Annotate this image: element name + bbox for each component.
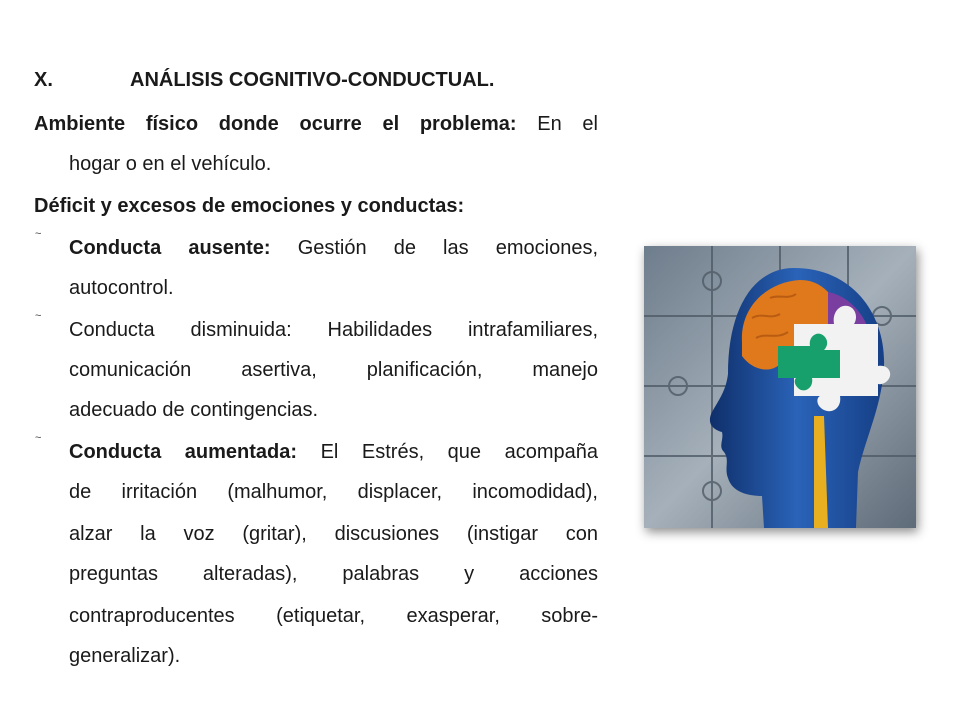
item-3-line-4: preguntas alteradas), palabras y acciones bbox=[69, 563, 598, 585]
ambiente-label: Ambiente físico donde ocurre el problema: bbox=[34, 113, 517, 135]
item-2-line-2: comunicación asertiva, planificación, manejo bbox=[69, 359, 598, 381]
item-3-line-6: generalizar). bbox=[69, 645, 181, 667]
ambiente-line-1 bbox=[34, 104, 598, 144]
item-3-line-1 bbox=[69, 432, 598, 472]
ambiente-text: En el bbox=[537, 113, 598, 135]
item-3-line-3: alzar la voz (gritar), discusiones (instigar con bbox=[69, 523, 598, 545]
brain-puzzle-illustration-icon bbox=[644, 246, 916, 528]
bullet-icon: ~ bbox=[35, 310, 42, 322]
bullet-icon: ~ bbox=[35, 432, 42, 444]
section-number: X. bbox=[34, 69, 53, 91]
item-3-text: El Estrés, que acompaña bbox=[320, 441, 598, 463]
item-1-line-2: autocontrol. bbox=[69, 277, 174, 299]
item-1-label: Conducta ausente: bbox=[69, 237, 271, 259]
item-3-label: Conducta aumentada: bbox=[69, 441, 298, 463]
item-2-line-3: adecuado de contingencias. bbox=[69, 399, 319, 421]
item-3-line-2: de irritación (malhumor, displacer, incomodidad), bbox=[69, 481, 598, 503]
brain-puzzle-image bbox=[644, 246, 916, 528]
bullet-icon: ~ bbox=[35, 228, 42, 240]
section-heading bbox=[34, 62, 494, 98]
item-2-line-1: Conducta disminuida: Habilidades intrafamiliares, bbox=[69, 319, 598, 341]
item-3-line-5: contraproducentes (etiquetar, exasperar, sobre- bbox=[69, 605, 598, 627]
ambiente-line-2: hogar o en el vehículo. bbox=[69, 153, 272, 175]
deficit-heading: Déficit y excesos de emociones y conductas: bbox=[34, 195, 465, 217]
item-1-text: Gestión de las emociones, bbox=[297, 237, 599, 259]
item-1-line-1 bbox=[69, 228, 598, 268]
section-title: ANÁLISIS COGNITIVO-CONDUCTUAL. bbox=[130, 69, 495, 91]
